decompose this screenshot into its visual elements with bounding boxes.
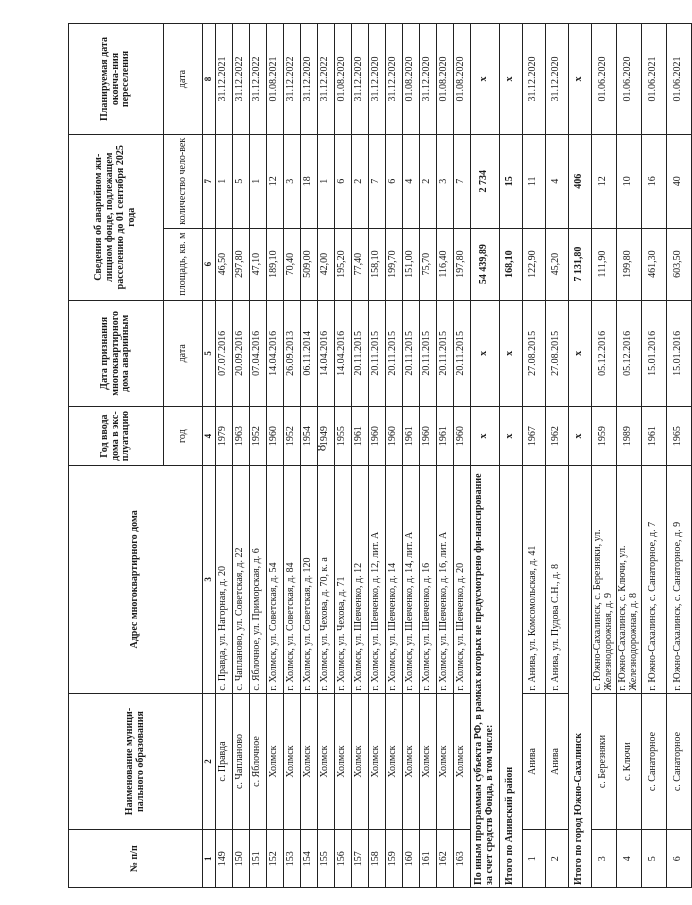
- header-municipality: Наименование муници-пального образования: [69, 693, 203, 830]
- cell-area: 75,70: [419, 228, 436, 300]
- cell-num: 6: [666, 830, 691, 888]
- cell-people: 12: [591, 134, 616, 228]
- cell-people: 1: [249, 134, 266, 228]
- cell-end-date: 31.12.2020: [545, 24, 568, 135]
- header-date: Дата признания многоквартирного дома аварийным: [69, 300, 164, 407]
- cell-end-date: 31.12.2020: [368, 24, 385, 135]
- cell-date: 07.04.2016: [249, 300, 266, 407]
- cell-end-date: 31.12.2022: [317, 24, 334, 135]
- cell-date: 14.04.2016: [317, 300, 334, 407]
- cell-municipality: Холмск: [266, 693, 283, 830]
- cell-num: 153: [283, 830, 300, 888]
- subheader-year: год: [164, 407, 203, 466]
- cell-area: 199,70: [385, 228, 402, 300]
- cell-year: 1989: [616, 407, 641, 466]
- header-end-date: Планируемая дата оконча-ния переселения: [69, 24, 164, 135]
- cell-address: г. Холмск, ул. Советская, д. 120: [300, 466, 317, 694]
- cell-area: 195,20: [334, 228, 351, 300]
- cell-area: 42,00: [317, 228, 334, 300]
- cell-end-date: x: [470, 24, 499, 135]
- cell-address: г. Холмск, ул. Шевченко, д. 16: [419, 466, 436, 694]
- cell-date: 07.07.2016: [215, 300, 232, 407]
- table-body: [215, 24, 691, 888]
- cell-year: 1960: [368, 407, 385, 466]
- cell-area: 122,90: [522, 228, 545, 300]
- cell-end-date: x: [568, 24, 591, 135]
- cell-address: г. Холмск, ул. Шевченко, д. 12, лит. А: [368, 466, 385, 694]
- cell-area: 199,80: [616, 228, 641, 300]
- cell-num: 155: [317, 830, 334, 888]
- cell-date: 05.12.2016: [616, 300, 641, 407]
- table-row: [249, 24, 266, 888]
- cell-end-date: 01.06.2020: [591, 24, 616, 135]
- cell-date: 20.11.2015: [402, 300, 419, 407]
- cell-date: 05.12.2016: [591, 300, 616, 407]
- cell-people: 406: [568, 134, 591, 228]
- cell-end-date: 31.12.2020: [385, 24, 402, 135]
- table-row: [666, 24, 691, 888]
- cell-end-date: 01.08.2020: [402, 24, 419, 135]
- cell-year: 1967: [522, 407, 545, 466]
- cell-date: 20.11.2015: [419, 300, 436, 407]
- cell-municipality: с. Санаторное: [666, 693, 691, 830]
- table-row: [300, 24, 317, 888]
- cell-year: 1960: [453, 407, 470, 466]
- cell-end-date: 31.12.2022: [249, 24, 266, 135]
- cell-address: г. Холмск, ул. Шевченко, д. 12: [351, 466, 368, 694]
- cell-year: 1952: [249, 407, 266, 466]
- table-row: [317, 24, 334, 888]
- cell-num: 4: [616, 830, 641, 888]
- cell-area: 116,40: [436, 228, 453, 300]
- cell-address: г. Холмск, ул. Шевченко, д. 20: [453, 466, 470, 694]
- cell-num: 156: [334, 830, 351, 888]
- cell-year: 1954: [300, 407, 317, 466]
- cell-num: 161: [419, 830, 436, 888]
- total-label: Итого по город Южно-Сахалинск: [568, 466, 591, 888]
- table-row: [419, 24, 436, 888]
- cell-num: 154: [300, 830, 317, 888]
- table-row: [334, 24, 351, 888]
- cell-municipality: Холмск: [402, 693, 419, 830]
- cell-date: 27.08.2015: [545, 300, 568, 407]
- header-address: Адрес многоквартирного дома: [69, 466, 203, 694]
- cell-municipality: Холмск: [351, 693, 368, 830]
- cell-year: x: [470, 407, 499, 466]
- column-number-row: [203, 24, 216, 888]
- cell-people: 4: [402, 134, 419, 228]
- cell-people: 18: [300, 134, 317, 228]
- cell-municipality: Анива: [522, 693, 545, 830]
- column-number: 1: [203, 830, 216, 888]
- cell-year: 1961: [641, 407, 666, 466]
- cell-year: x: [499, 407, 522, 466]
- cell-people: 6: [334, 134, 351, 228]
- cell-municipality: с. Ключи: [616, 693, 641, 830]
- cell-municipality: с. Березняки: [591, 693, 616, 830]
- column-number: 7: [203, 134, 216, 228]
- cell-area: 461,30: [641, 228, 666, 300]
- cell-end-date: 01.08.2020: [436, 24, 453, 135]
- cell-people: 2 734: [470, 134, 499, 228]
- cell-year: x: [568, 407, 591, 466]
- table-row: [283, 24, 300, 888]
- cell-num: 163: [453, 830, 470, 888]
- cell-date: x: [568, 300, 591, 407]
- cell-address: г. Холмск, ул. Советская, д. 84: [283, 466, 300, 694]
- cell-year: 1952: [283, 407, 300, 466]
- cell-year: 1955: [334, 407, 351, 466]
- cell-municipality: Анива: [545, 693, 568, 830]
- cell-area: 297,80: [232, 228, 249, 300]
- cell-end-date: 01.06.2021: [666, 24, 691, 135]
- cell-year: 1961: [402, 407, 419, 466]
- cell-address: с. Чапланово, ул. Советская, д. 22: [232, 466, 249, 694]
- cell-address: с. Южно-Сахалинск, с. Березняки, ул. Железнодорожная, д. 9: [591, 466, 616, 694]
- cell-address: г. Холмск, ул. Шевченко, д. 14, лит. А: [402, 466, 419, 694]
- table-row: [402, 24, 419, 888]
- cell-end-date: 31.12.2021: [215, 24, 232, 135]
- cell-address: с. Яблочное, ул. Приморская, д. 6: [249, 466, 266, 694]
- cell-area: 7 131,80: [568, 228, 591, 300]
- cell-people: 11: [522, 134, 545, 228]
- column-number: 5: [203, 300, 216, 407]
- cell-people: 12: [266, 134, 283, 228]
- cell-year: 1962: [545, 407, 568, 466]
- cell-address: г. Анива, ул. Пудова С.Н., д. 8: [545, 466, 568, 694]
- table-row: [616, 24, 641, 888]
- cell-year: 1961: [351, 407, 368, 466]
- cell-date: 26.09.2013: [283, 300, 300, 407]
- cell-year: 1959: [591, 407, 616, 466]
- cell-municipality: Холмск: [436, 693, 453, 830]
- cell-people: 3: [436, 134, 453, 228]
- cell-people: 16: [641, 134, 666, 228]
- cell-date: 15.01.2016: [641, 300, 666, 407]
- cell-end-date: 01.06.2020: [616, 24, 641, 135]
- table-row: [436, 24, 453, 888]
- cell-area: 168,10: [499, 228, 522, 300]
- cell-address: г. Анива, ул. Комсомольская, д. 41: [522, 466, 545, 694]
- cell-year: 1963: [232, 407, 249, 466]
- cell-end-date: 31.12.2020: [300, 24, 317, 135]
- table-row: [215, 24, 232, 888]
- cell-date: 20.09.2016: [232, 300, 249, 407]
- subheader-date: дата: [164, 300, 203, 407]
- cell-address: г. Холмск, ул. Шевченко, д. 16, лит. А: [436, 466, 453, 694]
- cell-year: 1960: [266, 407, 283, 466]
- cell-year: 1961: [436, 407, 453, 466]
- cell-end-date: 01.06.2021: [641, 24, 666, 135]
- cell-num: 150: [232, 830, 249, 888]
- column-number: 6: [203, 228, 216, 300]
- header-num: № п/п: [69, 830, 203, 888]
- cell-people: 40: [666, 134, 691, 228]
- cell-address: г. Южно-Сахалинск, с. Ключи, ул. Железнодорожная, д. 8: [616, 466, 641, 694]
- cell-area: 197,80: [453, 228, 470, 300]
- ys-total-row: [568, 24, 591, 888]
- cell-area: 46,50: [215, 228, 232, 300]
- cell-people: 7: [453, 134, 470, 228]
- table-row: [545, 24, 568, 888]
- column-number: 2: [203, 693, 216, 830]
- cell-people: 5: [232, 134, 249, 228]
- cell-municipality: с. Чапланово: [232, 693, 249, 830]
- cell-date: 20.11.2015: [351, 300, 368, 407]
- cell-num: 1: [522, 830, 545, 888]
- table-row: [385, 24, 402, 888]
- cell-num: 157: [351, 830, 368, 888]
- cell-end-date: 01.08.2021: [266, 24, 283, 135]
- cell-area: 189,10: [266, 228, 283, 300]
- cell-people: 10: [616, 134, 641, 228]
- cell-year: 1965: [666, 407, 691, 466]
- cell-num: 149: [215, 830, 232, 888]
- cell-date: 14.04.2016: [266, 300, 283, 407]
- cell-num: 3: [591, 830, 616, 888]
- cell-num: 158: [368, 830, 385, 888]
- cell-area: 47,10: [249, 228, 266, 300]
- table-row: [368, 24, 385, 888]
- cell-people: 6: [385, 134, 402, 228]
- cell-people: 1: [317, 134, 334, 228]
- cell-end-date: 31.12.2022: [283, 24, 300, 135]
- cell-end-date: x: [499, 24, 522, 135]
- cell-people: 4: [545, 134, 568, 228]
- page-number: 8: [313, 444, 329, 452]
- cell-address: г. Холмск, ул. Чехова, д. 71: [334, 466, 351, 694]
- cell-area: 603,50: [666, 228, 691, 300]
- cell-num: 160: [402, 830, 419, 888]
- cell-municipality: Холмск: [368, 693, 385, 830]
- cell-year: 1949: [317, 407, 334, 466]
- column-number: 4: [203, 407, 216, 466]
- cell-area: 111,90: [591, 228, 616, 300]
- cell-area: 45,20: [545, 228, 568, 300]
- cell-municipality: с. Правда: [215, 693, 232, 830]
- cell-year: 1979: [215, 407, 232, 466]
- cell-people: 7: [368, 134, 385, 228]
- header-housing-info: Сведения об аварийном жи-лищном фонде, подлежащем расселению до 01 сентября 2025 года: [69, 134, 164, 300]
- cell-address: г. Холмск, ул. Советская, д. 54: [266, 466, 283, 694]
- subheader-area: площадь, кв. м: [164, 228, 203, 300]
- cell-end-date: 01.08.2020: [334, 24, 351, 135]
- program-total-row: [470, 24, 499, 888]
- cell-num: 5: [641, 830, 666, 888]
- cell-date: 27.08.2015: [522, 300, 545, 407]
- cell-date: 15.01.2016: [666, 300, 691, 407]
- cell-address: г. Южно-Сахалинск, с. Санаторное, д. 9: [666, 466, 691, 694]
- cell-num: 152: [266, 830, 283, 888]
- cell-date: 20.11.2015: [453, 300, 470, 407]
- cell-date: 14.04.2016: [334, 300, 351, 407]
- cell-end-date: 31.12.2020: [419, 24, 436, 135]
- cell-address: с. Правда, ул. Нагорная, д. 20: [215, 466, 232, 694]
- cell-date: 20.11.2015: [436, 300, 453, 407]
- column-number: 8: [203, 24, 216, 135]
- cell-municipality: с. Санаторное: [641, 693, 666, 830]
- cell-date: x: [499, 300, 522, 407]
- cell-num: 2: [545, 830, 568, 888]
- cell-area: 151,00: [402, 228, 419, 300]
- cell-area: 70,40: [283, 228, 300, 300]
- table-row: [641, 24, 666, 888]
- cell-num: 162: [436, 830, 453, 888]
- table-row: [522, 24, 545, 888]
- cell-end-date: 31.12.2020: [522, 24, 545, 135]
- cell-people: 1: [215, 134, 232, 228]
- table-row: [266, 24, 283, 888]
- cell-year: 1960: [419, 407, 436, 466]
- cell-end-date: 31.12.2020: [351, 24, 368, 135]
- total-label: Итого по Анивский район: [499, 466, 522, 888]
- subheader-end-date: дата: [164, 24, 203, 135]
- cell-area: 77,40: [351, 228, 368, 300]
- cell-people: 15: [499, 134, 522, 228]
- table-row: [591, 24, 616, 888]
- table-row: [453, 24, 470, 888]
- cell-municipality: с. Яблочное: [249, 693, 266, 830]
- rotated-table-container: [68, 23, 684, 888]
- cell-area: 509,00: [300, 228, 317, 300]
- cell-area: 158,10: [368, 228, 385, 300]
- cell-area: 54 439,89: [470, 228, 499, 300]
- cell-address: г. Холмск, ул. Шевченко, д. 14: [385, 466, 402, 694]
- table-row: [232, 24, 249, 888]
- cell-people: 3: [283, 134, 300, 228]
- cell-municipality: Холмск: [419, 693, 436, 830]
- cell-municipality: Холмск: [453, 693, 470, 830]
- cell-municipality: Холмск: [385, 693, 402, 830]
- aniva-total-row: [499, 24, 522, 888]
- cell-num: 159: [385, 830, 402, 888]
- housing-table: [68, 23, 692, 888]
- cell-people: 2: [351, 134, 368, 228]
- cell-end-date: 31.12.2022: [232, 24, 249, 135]
- cell-date: 06.11.2014: [300, 300, 317, 407]
- cell-municipality: Холмск: [317, 693, 334, 830]
- table-row: [351, 24, 368, 888]
- cell-end-date: 01.08.2020: [453, 24, 470, 135]
- total-label: По иным программам субъекта РФ, в рамках которых не предусмотрено фи-нансирование за счет средств Фонда, в том числе:: [470, 466, 499, 888]
- subheader-people: количество чело-век: [164, 134, 203, 228]
- cell-date: 20.11.2015: [385, 300, 402, 407]
- column-number: 3: [203, 466, 216, 694]
- cell-address: г. Холмск, ул. Чехова, д. 70, к. а: [317, 466, 334, 694]
- cell-date: 20.11.2015: [368, 300, 385, 407]
- header-row: [69, 24, 164, 888]
- cell-municipality: Холмск: [283, 693, 300, 830]
- cell-year: 1960: [385, 407, 402, 466]
- cell-address: г. Южно-Сахалинск, с. Санаторное, д. 7: [641, 466, 666, 694]
- header-year: Год ввода дома в экс-плуатацию: [69, 407, 164, 466]
- cell-municipality: Холмск: [334, 693, 351, 830]
- cell-people: 2: [419, 134, 436, 228]
- cell-date: x: [470, 300, 499, 407]
- cell-municipality: Холмск: [300, 693, 317, 830]
- cell-num: 151: [249, 830, 266, 888]
